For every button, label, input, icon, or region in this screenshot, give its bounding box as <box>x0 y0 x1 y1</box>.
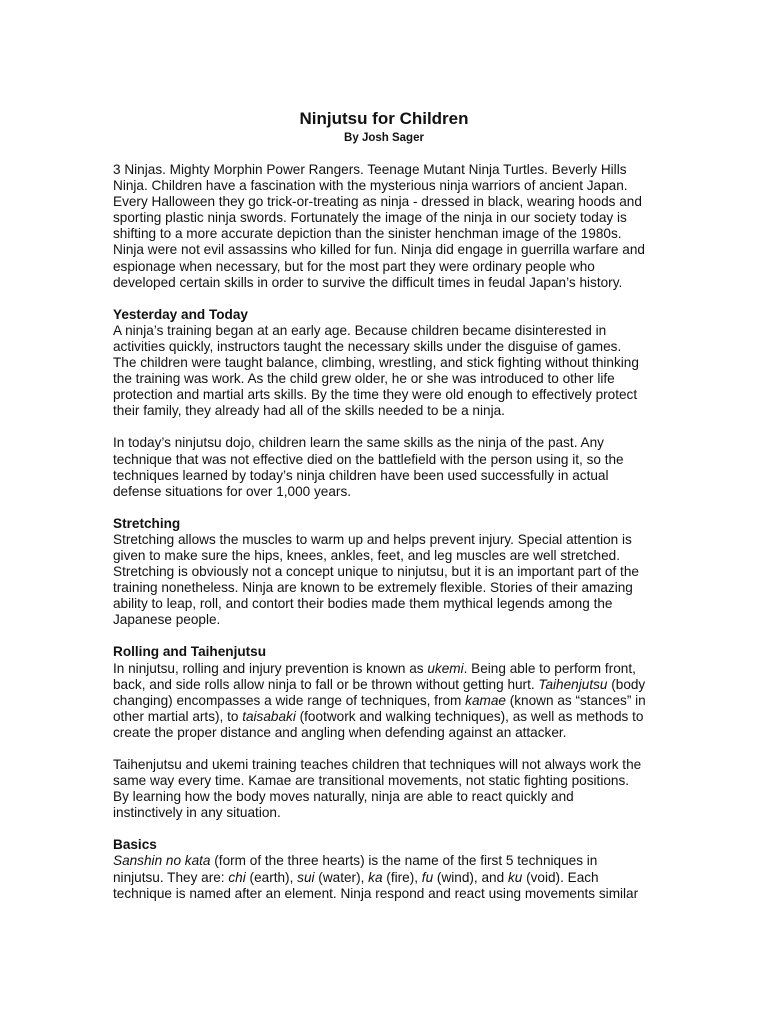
paragraph-gap <box>113 628 673 644</box>
stretching-paragraph: Stretching allows the muscles to warm up and helps prevent injury. Special attention is given to make sure the hips, knees, ankles, feet, and leg muscles are well stretched. Stretching is obviously not a concept unique to ninjutsu, but it is an important part of the training nonetheless. Ninja are known to be extremely flexible. Stories of their amazing ability to leap, roll, and contort their bodies made them mythical legends among the Japanese people. <box>113 531 639 628</box>
paragraph-gap <box>113 419 673 435</box>
term-sui: sui <box>297 869 315 885</box>
document-body <box>113 162 673 902</box>
term-taisabaki: taisabaki <box>242 708 296 724</box>
intro-paragraph: 3 Ninjas. Mighty Morphin Power Rangers. Teenage Mutant Ninja Turtles. Beverly Hills Ninja. Children have a fascination with the mysterious ninja warriors of ancient Japan. Every Halloween they go trick-or-treating as ninja - dressed in black, wearing hoods and sporting plastic ninja swords. Fortunately the image of the ninja in our society today is shifting to a more accurate depiction than the sinister henchman image of the 1980s. Ninja were not evil assassins who killed for fun. Ninja did engage in guerrilla warfare and espionage when necessary, but for the most part they were ordinary people who developed certain skills in order to survive the difficult times in feudal Japan’s history. <box>113 162 645 290</box>
text-run: (void). Each technique is named after an element. Ninja respond and react using movements similar <box>113 869 639 901</box>
text-run: . Being able to perform front, back, and side rolls allow ninja to fall or be thrown without getting hurt. <box>113 660 636 692</box>
text-run: (earth), <box>245 869 298 885</box>
term-ku: ku <box>507 869 523 885</box>
rolling-paragraph-1 <box>113 661 673 741</box>
basics-paragraph <box>113 853 673 901</box>
text-run: (footwork and walking techniques), as well as methods to create the proper distance and angling when defending against an attacker. <box>113 708 644 740</box>
text-run: (wind), and <box>433 869 508 885</box>
section-heading-basics: Basics <box>113 837 157 853</box>
document-title: Ninjutsu for Children <box>299 109 469 128</box>
section-heading-yesterday: Yesterday and Today <box>113 306 248 322</box>
term-taihenjutsu: Taihenjutsu <box>538 676 608 692</box>
term-chi: chi <box>228 869 246 885</box>
term-fu: fu <box>421 869 434 885</box>
text-run: (known as “stances” in other martial arts), to <box>113 692 646 724</box>
paragraph-gap <box>113 821 673 837</box>
text-run: (form of the three hearts) is the name of the first 5 techniques in ninjutsu. They are: <box>113 853 598 885</box>
yesterday-paragraph-2: In today’s ninjutsu dojo, children learn the same skills as the ninja of the past. Any technique that was not effective died on the battlefield with the person using it, so the techniques learned by today’s ninja children have been used successfully in actual defense situations for over 1,000 years. <box>113 435 624 499</box>
text-run: (body changing) encompasses a wide range of techniques, from <box>113 676 646 708</box>
rolling-paragraph-2: Taihenjutsu and ukemi training teaches children that techniques will not always work the same way every time. Kamae are transitional movements, not static fighting positions. By learning how the body moves naturally, ninja are able to react quickly and instinctively in any situation. <box>113 757 642 821</box>
term-ka: ka <box>368 869 383 885</box>
paragraph-gap <box>113 291 673 307</box>
section-heading-rolling: Rolling and Taihenjutsu <box>113 644 267 660</box>
paragraph-gap <box>113 741 673 757</box>
text-run: In ninjutsu, rolling and injury prevention is known as <box>113 660 428 676</box>
term-ukemi: ukemi <box>427 660 464 676</box>
text-run: (fire), <box>382 869 422 885</box>
paragraph-gap <box>113 500 673 516</box>
yesterday-paragraph-1: A ninja’s training began at an early age. Because children became disinterested in activities quickly, instructors taught the necessary skills under the disguise of games. The children were taught balance, climbing, wrestling, and stick fighting without thinking the training was work. As the child grew older, he or she was introduced to other life protection and martial arts skills. By the time they were old enough to effectively protect their family, they already had all of the skills needed to be a ninja. <box>113 322 639 419</box>
term-sanshin-no-kata: Sanshin no kata <box>113 853 211 869</box>
document-byline: By Josh Sager <box>344 132 424 144</box>
term-kamae: kamae <box>465 692 506 708</box>
text-run: (water), <box>314 869 369 885</box>
section-heading-stretching: Stretching <box>113 515 181 531</box>
